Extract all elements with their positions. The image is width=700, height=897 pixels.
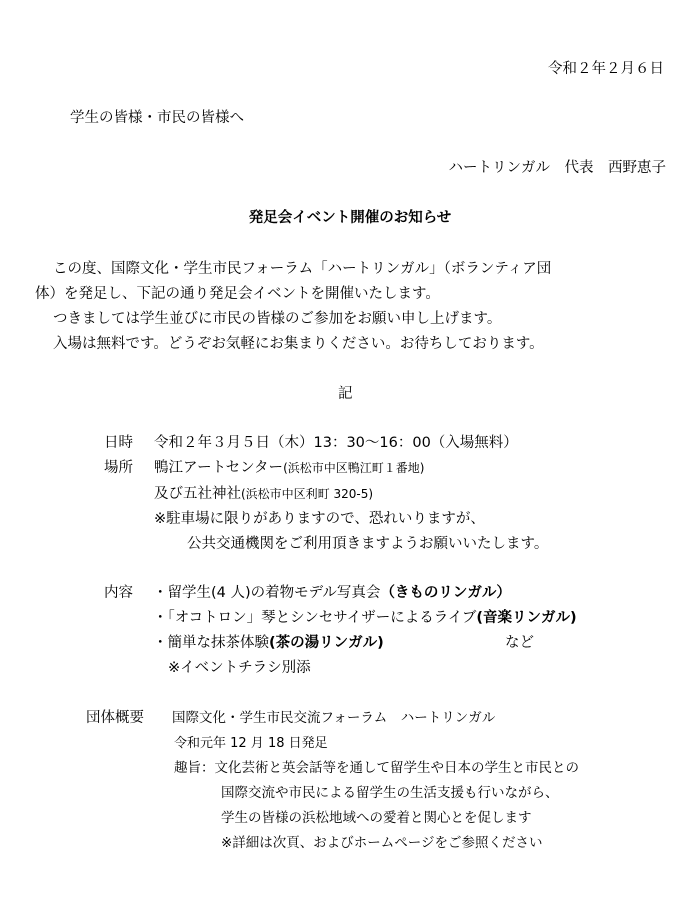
- content-item-text: ・「オコトロン」琴とシンセサイザーによるライブ: [153, 610, 477, 626]
- place-1-address: (浜松市中区鴨江町１番地): [283, 461, 425, 475]
- content-item: [153, 636, 384, 651]
- parking-note: ※駐車場に限りがありますので、恐れいりますが、: [154, 511, 485, 527]
- founded-date: 令和元年 12 月 18 日発足: [174, 736, 328, 751]
- overview-label: 団体概要: [86, 710, 144, 726]
- org-name: 国際文化・学生市民交流フォーラム ハートリンガル: [172, 710, 496, 726]
- sender: ハートリンガル 代表 西野恵子: [448, 160, 666, 176]
- content-item: [153, 586, 511, 601]
- recipient: 学生の皆様・市民の皆様へ: [70, 110, 244, 126]
- content-item: [153, 611, 577, 626]
- place-2-address: (浜松市中区利町 320-5): [241, 487, 374, 501]
- date-value: 令和２年３月５日（木）13：30〜16：00（入場無料）: [154, 435, 518, 451]
- content-item-name: (茶の湯リンガル): [269, 635, 384, 651]
- body-line: この度、国際文化・学生市民フォーラム「ハートリンガル」（ボランティア団: [53, 261, 552, 277]
- letter-title: 発足会イベント開催のお知らせ: [248, 210, 452, 226]
- body-line: 体）を発足し、下記の通り発足会イベントを開催いたします。: [35, 286, 440, 302]
- body-line: つきましては学生並びに市民の皆様のご参加をお願い申し上げます。: [53, 311, 502, 327]
- content-item-text: ・簡単な抹茶体験: [153, 635, 269, 651]
- ki-heading: 記: [338, 386, 353, 402]
- content-item-text: ・留学生(4 人)の着物モデル写真会: [153, 585, 381, 601]
- purpose-line: 趣旨：文化芸術と英会話等を通して留学生や日本の学生と市民との: [174, 760, 579, 776]
- purpose-line: 国際交流や市民による留学生の生活支援も行いながら、: [221, 785, 559, 801]
- flyer-note: ※イベントチラシ別添: [168, 660, 311, 676]
- content-item-name: （きものリンガル）: [380, 585, 511, 601]
- place-label: 場所: [104, 460, 133, 476]
- body-line: 入場は無料です。どうぞお気軽にお集まりください。お待ちしております。: [53, 336, 544, 352]
- content-item-name: (音楽リンガル): [476, 610, 577, 626]
- content-label: 内容: [104, 585, 133, 601]
- place-1-name: 鴨江アートセンター: [154, 460, 284, 476]
- content-item-suffix: など: [505, 635, 534, 651]
- place-2-name: 及び五社神社: [154, 486, 241, 502]
- letter-date: 令和２年２月６日: [548, 61, 664, 77]
- purpose-line: 学生の皆様の浜松地域への愛着と関心とを促します: [221, 810, 532, 826]
- place-1: [154, 461, 424, 476]
- place-2: [154, 487, 373, 502]
- details-note: ※詳細は次頁、およびホームページをご参照ください: [221, 835, 543, 851]
- parking-note-cont: 公共交通機関をご利用頂きますようお願いいたします。: [187, 536, 549, 552]
- date-label: 日時: [104, 435, 133, 451]
